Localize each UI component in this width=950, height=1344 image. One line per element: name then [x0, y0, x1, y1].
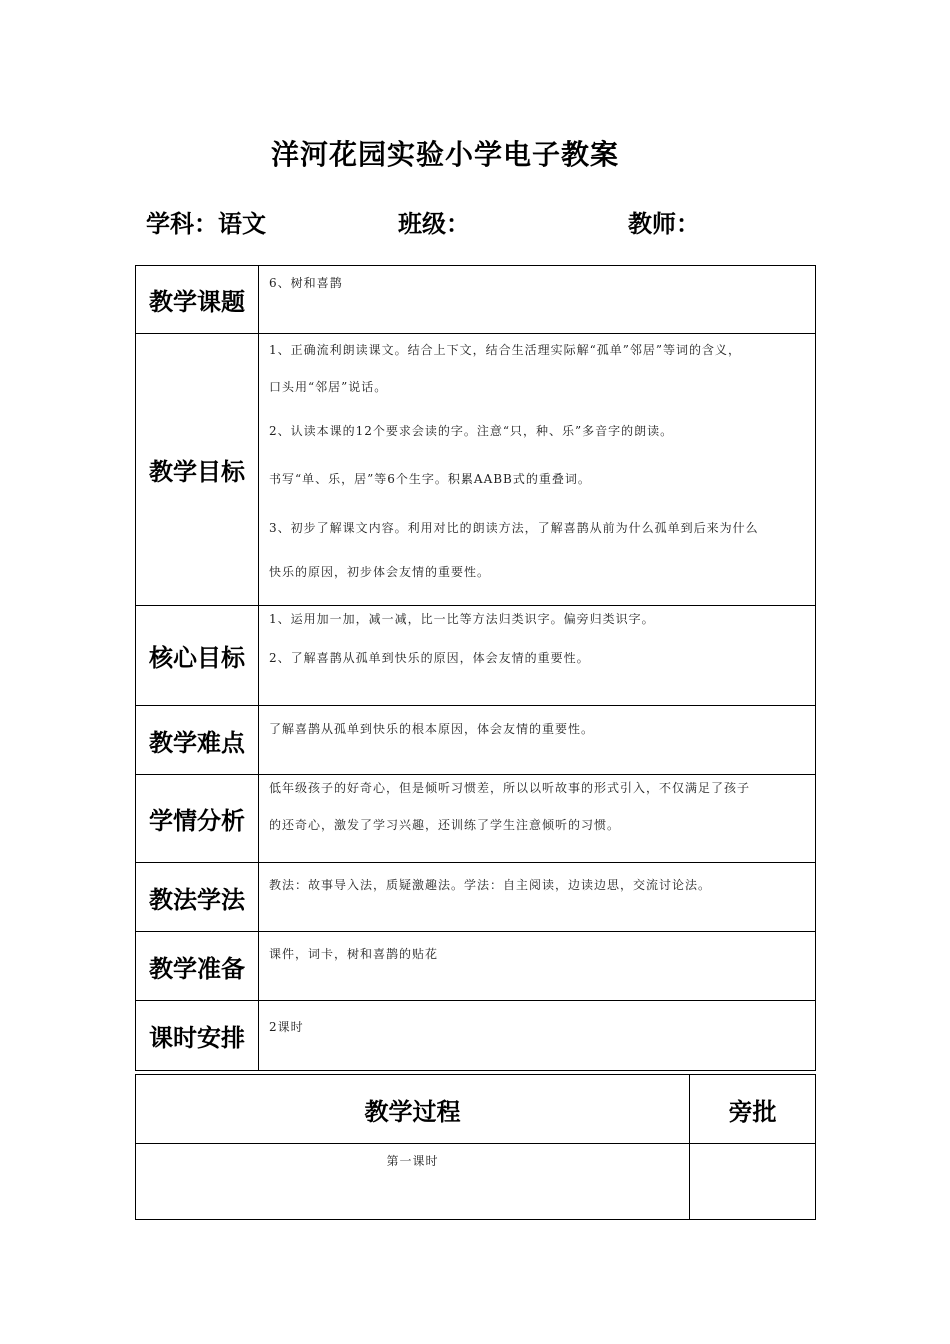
process-lesson-row: [136, 1144, 816, 1220]
process-table: [135, 1074, 816, 1220]
goal-line: 2、认读本课的12个要求会读的字。注意“只，种、乐”多音字的朗读。: [269, 424, 674, 438]
teacher-field: 教师：: [628, 210, 700, 238]
analysis-line: 低年级孩子的好奇心，但是倾听习惯差，所以以听故事的形式引入，不仅满足了孩子: [269, 781, 751, 795]
row-prep: [136, 932, 816, 1001]
row-method: [136, 863, 816, 932]
lesson-label: 第一课时: [136, 1144, 690, 1220]
content-core: [259, 606, 816, 706]
notes-cell: [690, 1144, 816, 1220]
process-heading: 教学过程: [136, 1075, 690, 1144]
label-hours: 课时安排: [136, 1001, 259, 1071]
subject-field: 学科：语文: [146, 210, 266, 238]
content-prep: [259, 932, 816, 1001]
content-topic: [259, 266, 816, 334]
difficulty-text: 了解喜鹊从孤单到快乐的根本原因，体会友情的重要性。: [269, 722, 595, 736]
row-goals: [136, 334, 816, 606]
class-field: 班级：: [398, 210, 470, 238]
prep-text: 课件，词卡，树和喜鹊的贴花: [269, 947, 439, 961]
method-text: 教法：故事导入法，质疑激趣法。学法：自主阅读，边读边思，交流讨论法。: [269, 878, 712, 892]
label-analysis: 学情分析: [136, 775, 259, 863]
row-hours: [136, 1001, 816, 1071]
lesson-plan-table: [135, 265, 816, 1071]
goal-line: 3、初步了解课文内容。利用对比的朗读方法，了解喜鹊从前为什么孤单到后来为什么: [269, 521, 759, 535]
row-analysis: [136, 775, 816, 863]
goal-line: 口头用“邻居”说话。: [269, 380, 388, 394]
document-title: 洋河花园实验小学电子教案: [270, 138, 619, 171]
goal-line: 书写“单、乐，居”等6个生字。积累AABB式的重叠词。: [269, 472, 591, 486]
content-difficulty: [259, 706, 816, 775]
hours-text: 2课时: [269, 1020, 304, 1034]
label-method: 教法学法: [136, 863, 259, 932]
label-prep: 教学准备: [136, 932, 259, 1001]
process-header-row: [136, 1075, 816, 1144]
goal-line: 快乐的原因，初步体会友情的重要性。: [269, 565, 491, 579]
label-goals: 教学目标: [136, 334, 259, 606]
core-line: 1、运用加一加，减一减，比一比等方法归类识字。偏旁归类识字。: [269, 612, 655, 626]
row-core: [136, 606, 816, 706]
content-analysis: [259, 775, 816, 863]
content-hours: [259, 1001, 816, 1071]
label-topic: 教学课题: [136, 266, 259, 334]
row-difficulty: [136, 706, 816, 775]
analysis-line: 的还奇心，激发了学习兴趣，还训练了学生注意倾听的习惯。: [269, 818, 621, 832]
topic-text: 6、树和喜鹊: [269, 276, 343, 290]
row-topic: [136, 266, 816, 334]
goal-line: 1、正确流利朗读课文。结合上下文，结合生活理实际解“孤单”邻居”等词的含义，: [269, 343, 742, 357]
notes-heading: 旁批: [690, 1075, 816, 1144]
core-line: 2、了解喜鹊从孤单到快乐的原因，体会友情的重要性。: [269, 651, 590, 665]
content-goals: [259, 334, 816, 606]
content-method: [259, 863, 816, 932]
label-difficulty: 教学难点: [136, 706, 259, 775]
label-core: 核心目标: [136, 606, 259, 706]
